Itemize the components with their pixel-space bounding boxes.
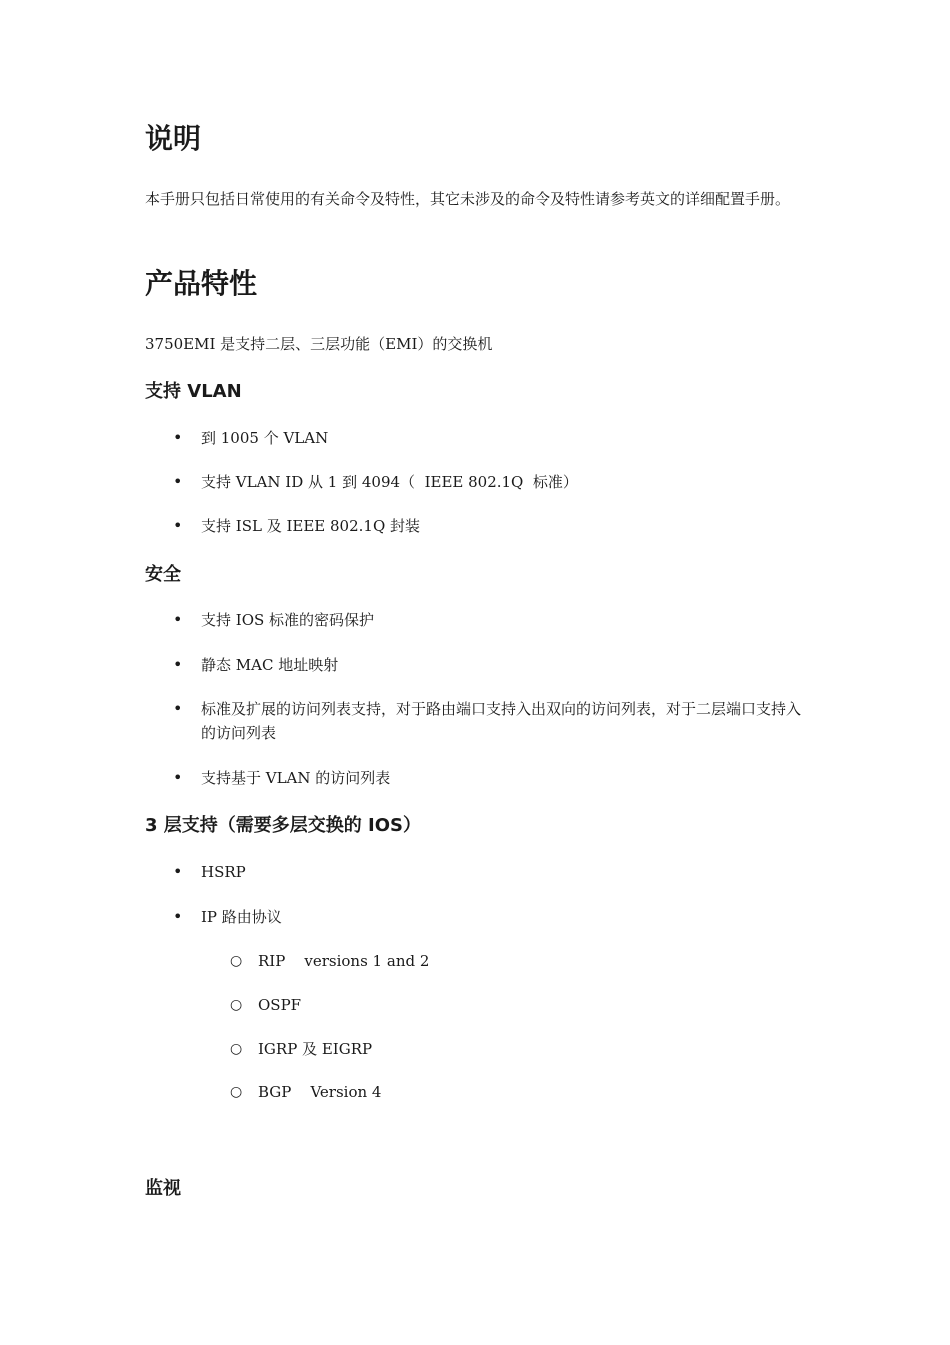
- list-item-text: 标准及扩展的访问列表支持，对于路由端口支持入出双向的访问列表，对于二层端口支持入的访问列表: [201, 700, 802, 742]
- heading-features: 产品特性: [145, 267, 258, 300]
- list-item-text: 静态 MAC 地址映射: [201, 656, 339, 674]
- list-item-text: 支持 ISL 及 IEEE 802.1Q 封装: [201, 517, 421, 535]
- features-paragraph: 3750EMI 是支持二层、三层功能（EMI）的交换机: [145, 335, 493, 353]
- circle-bullet-icon: ○: [230, 1084, 243, 1100]
- bullet-icon: •: [173, 699, 183, 718]
- heading-security: 安全: [145, 564, 181, 585]
- heading-layer3: 3 层支持（需要多层交换的 IOS）: [145, 815, 422, 836]
- sub-list-item-text: IGRP 及 EIGRP: [258, 1040, 373, 1058]
- list-item-text: HSRP: [201, 863, 246, 881]
- list-item-text: 支持 IOS 标准的密码保护: [201, 611, 375, 629]
- bullet-icon: •: [173, 862, 183, 881]
- list-item-text: IP 路由协议: [201, 908, 282, 926]
- sub-list-item-text: BGP Version 4: [258, 1083, 382, 1101]
- list-item-text: 到 1005 个 VLAN: [201, 429, 329, 447]
- list-item-text: 支持基于 VLAN 的访问列表: [201, 769, 391, 787]
- sub-list-item-text: RIP versions 1 and 2: [258, 952, 430, 970]
- circle-bullet-icon: ○: [230, 1041, 243, 1057]
- bullet-icon: •: [173, 516, 183, 535]
- bullet-icon: •: [173, 768, 183, 787]
- bullet-icon: •: [173, 610, 183, 629]
- heading-vlan: 支持 VLAN: [145, 381, 242, 402]
- bullet-icon: •: [173, 907, 183, 926]
- heading-intro: 说明: [145, 122, 202, 155]
- circle-bullet-icon: ○: [230, 997, 243, 1013]
- bullet-icon: •: [173, 428, 183, 447]
- list-item-text: 支持 VLAN ID 从 1 到 4094（ IEEE 802.1Q 标准）: [201, 473, 578, 491]
- bullet-icon: •: [173, 655, 183, 674]
- sub-list-item-text: OSPF: [258, 996, 302, 1014]
- bullet-icon: •: [173, 472, 183, 491]
- circle-bullet-icon: ○: [230, 953, 243, 969]
- intro-paragraph: 本手册只包括日常使用的有关命令及特性，其它未涉及的命令及特性请参考英文的详细配置手册。: [145, 190, 791, 208]
- heading-monitor: 监视: [145, 1178, 181, 1199]
